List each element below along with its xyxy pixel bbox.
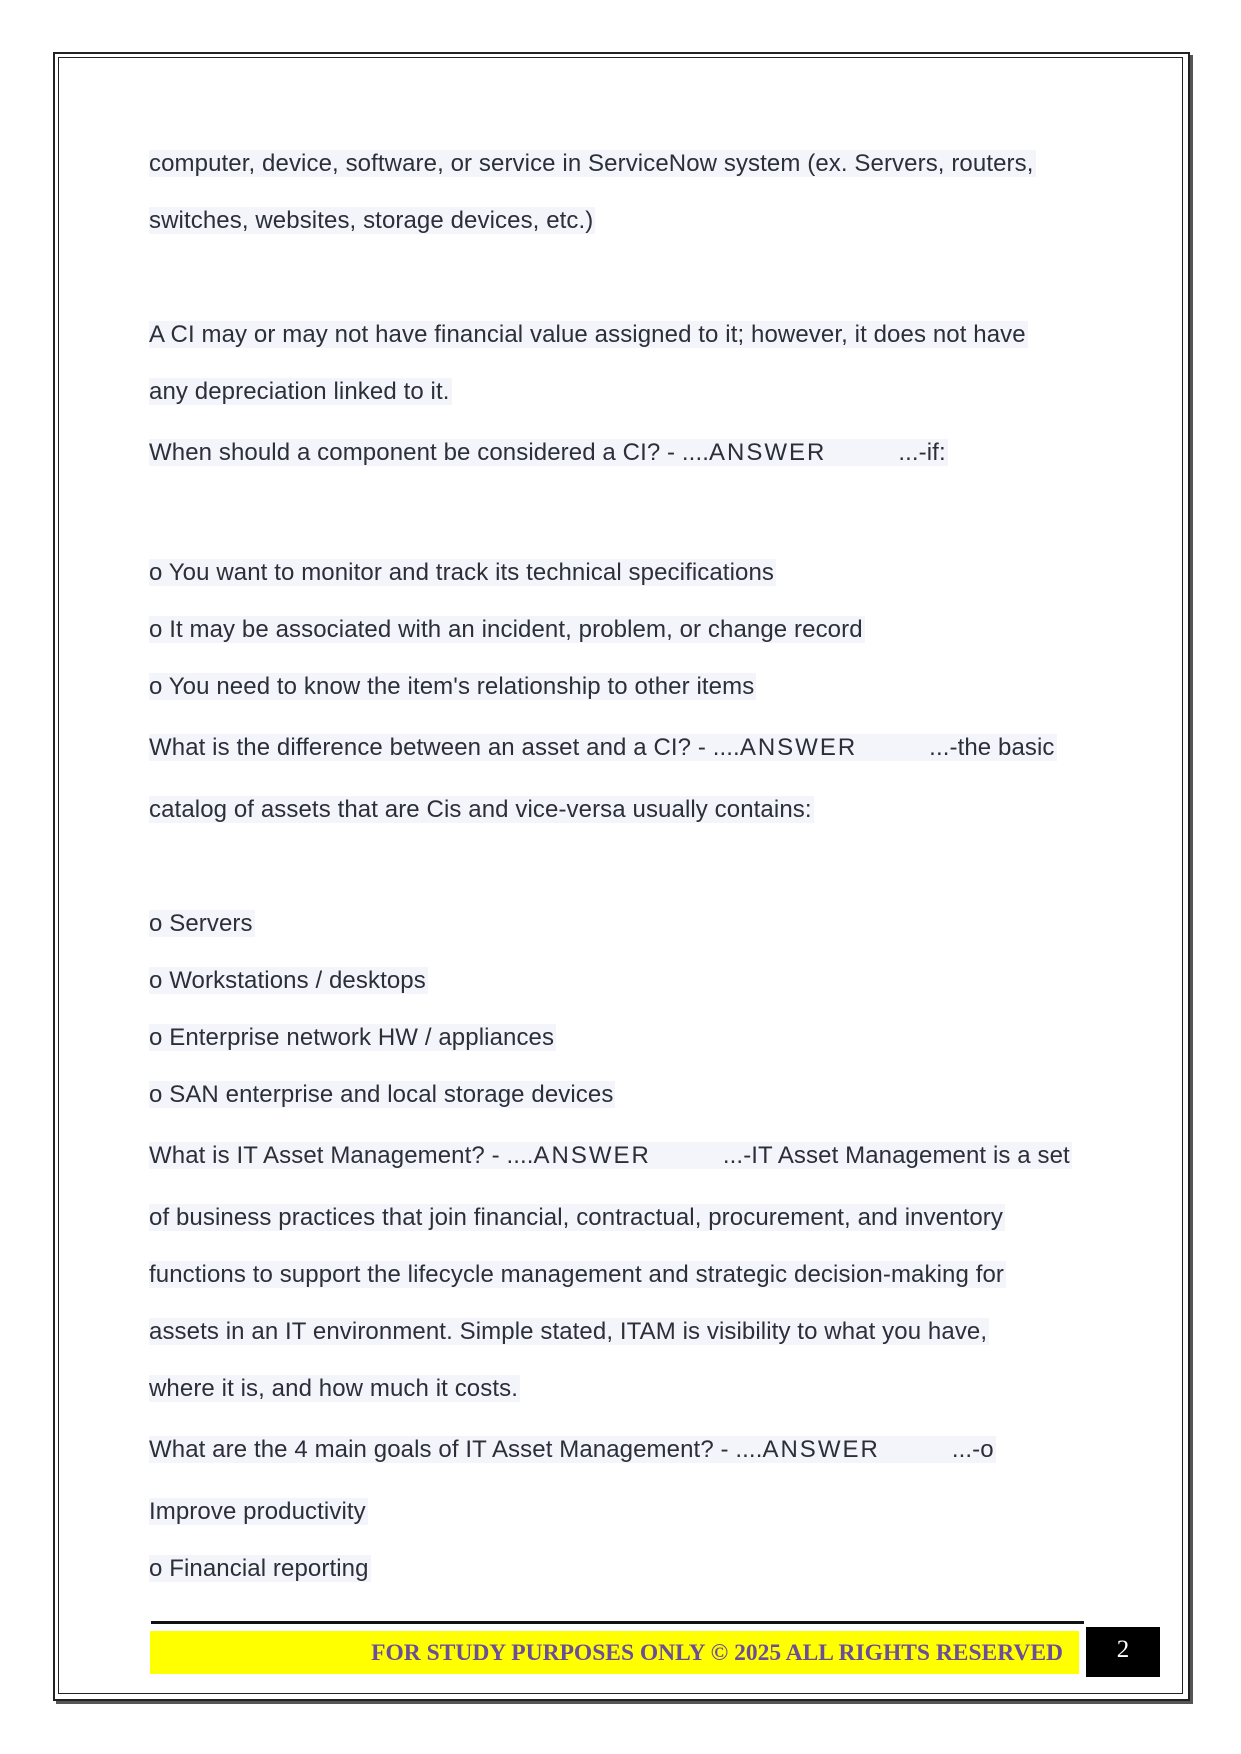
- bullet-item: o Financial reporting: [149, 1555, 369, 1582]
- footer-rule: [151, 1621, 1084, 1624]
- text-line: catalog of assets that are Cis and vice-versa usually contains:: [149, 796, 812, 823]
- text-line: any depreciation linked to it.: [149, 378, 450, 405]
- answer-label: ANSWER: [762, 1436, 880, 1463]
- bullet-item: o Workstations / desktops: [149, 967, 426, 994]
- question-text: What are the 4 main goals of IT Asset Management? - ....: [149, 1436, 763, 1463]
- bullet-item: o Servers: [149, 910, 253, 937]
- question-text: What is IT Asset Management? - ....: [149, 1142, 534, 1169]
- answer-label: ANSWER: [533, 1142, 651, 1169]
- answer-label: ANSWER: [739, 734, 858, 761]
- answer-text: ...-if:: [898, 439, 946, 466]
- footer-banner: FOR STUDY PURPOSES ONLY © 2025 ALL RIGHTS RESERVED: [150, 1631, 1079, 1674]
- bullet-item: o You want to monitor and track its technical specifications: [149, 559, 775, 586]
- bullet-item: o You need to know the item's relationship to other items: [149, 673, 755, 700]
- question-text: What is the difference between an asset and a CI? - ....: [149, 734, 740, 761]
- bullet-item: o It may be associated with an incident, problem, or change record: [149, 616, 863, 643]
- text-line: A CI may or may not have financial value assigned to it; however, it does not have: [149, 321, 1026, 348]
- bullet-item: o SAN enterprise and local storage devices: [149, 1081, 614, 1108]
- question-text: When should a component be considered a CI? - ....: [149, 439, 709, 466]
- text-line: functions to support the lifecycle management and strategic decision-making for: [149, 1261, 1005, 1288]
- question-line: [149, 1433, 996, 1467]
- question-line: [149, 436, 948, 470]
- answer-text: ...-IT Asset Management is a set: [722, 1142, 1070, 1169]
- question-line: [149, 731, 1057, 765]
- text-line: assets in an IT environment. Simple stated, ITAM is visibility to what you have,: [149, 1318, 988, 1345]
- answer-label: ANSWER: [709, 439, 827, 466]
- text-line: where it is, and how much it costs.: [149, 1375, 518, 1402]
- page-number: 2: [1086, 1627, 1160, 1677]
- bullet-item: o Enterprise network HW / appliances: [149, 1024, 555, 1051]
- answer-text: ...-o: [951, 1436, 994, 1463]
- question-line: [149, 1139, 1072, 1173]
- answer-text: ...-the basic: [929, 734, 1055, 761]
- text-line: switches, websites, storage devices, etc.): [149, 207, 594, 234]
- text-line: computer, device, software, or service in ServiceNow system (ex. Servers, routers,: [149, 150, 1034, 177]
- text-line: of business practices that join financial, contractual, procurement, and inventory: [149, 1204, 1003, 1231]
- text-line: Improve productivity: [149, 1498, 366, 1525]
